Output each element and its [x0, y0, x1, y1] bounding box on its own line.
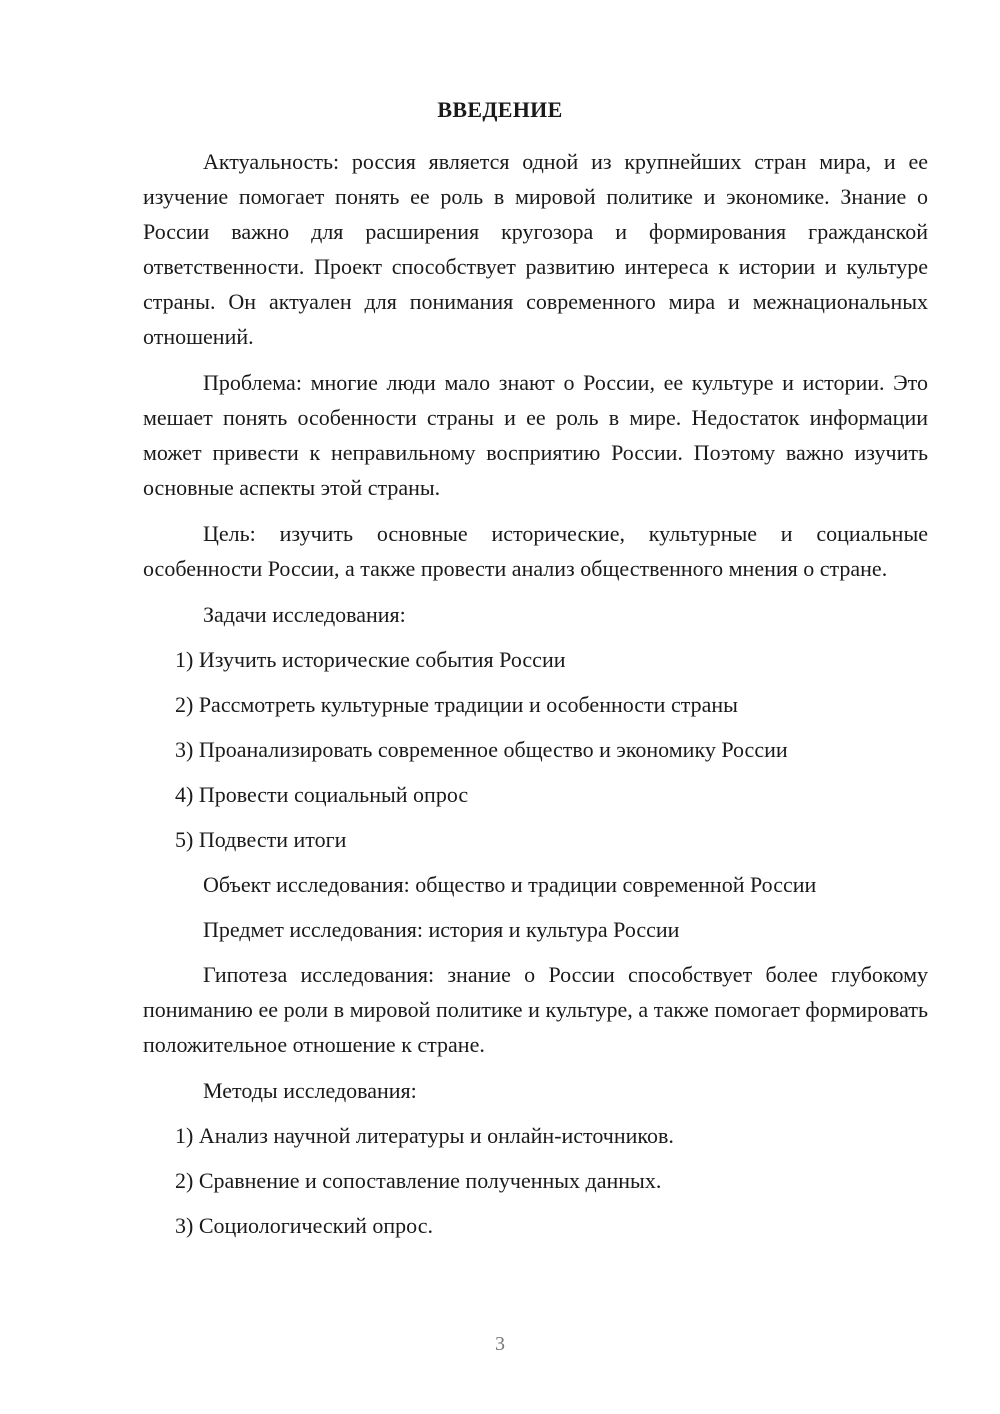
list-item: 1) Изучить исторические события России: [175, 647, 566, 672]
goal-paragraph: Цель: изучить основные исторические, культурные и социальные особенности России, а также провести анализ общественного мнения о стране.: [143, 521, 928, 581]
list-item: 1) Анализ научной литературы и онлайн-источников.: [175, 1123, 674, 1148]
list-item: 5) Подвести итоги: [175, 827, 347, 852]
page-number: 3: [495, 1333, 505, 1355]
list-item: 2) Сравнение и сопоставление полученных данных.: [175, 1168, 662, 1193]
document-body: [143, 144, 928, 1253]
list-item: 3) Социологический опрос.: [175, 1213, 433, 1238]
methods-heading: Методы исследования:: [203, 1078, 417, 1103]
list-item: 4) Провести социальный опрос: [175, 782, 469, 807]
subject-paragraph: Предмет исследования: история и культура России: [203, 917, 680, 942]
relevance-paragraph: Актуальность: россия является одной из крупнейших стран мира, и ее изучение помогает понять ее роль в мировой политике и экономике. Знание о России важно для расширения кругозора и формирования гражданской ответственности. Проект способствует развитию интереса к истории и культуре страны. Он актуален для понимания современного мира и межнациональных отношений.: [143, 149, 928, 349]
tasks-heading: Задачи исследования:: [203, 602, 406, 627]
tasks-list: [143, 642, 928, 857]
list-item: 2) Рассмотреть культурные традиции и особенности страны: [175, 692, 738, 717]
problem-paragraph: Проблема: многие люди мало знают о России, ее культуре и истории. Это мешает понять особенности страны и ее роль в мире. Недостаток информации может привести к неправильному восприятию России. Поэтому важно изучить основные аспекты этой страны.: [143, 370, 928, 500]
object-paragraph: Объект исследования: общество и традиции современной России: [203, 872, 817, 897]
hypothesis-paragraph: Гипотеза исследования: знание о России способствует более глубокому пониманию ее роли в мировой политике и культуре, а также помогает формировать положительное отношение к стране.: [143, 962, 928, 1057]
list-item: 3) Проанализировать современное общество и экономику России: [175, 737, 788, 762]
methods-list: [143, 1118, 928, 1243]
page-title: ВВЕДЕНИЕ: [437, 97, 563, 122]
